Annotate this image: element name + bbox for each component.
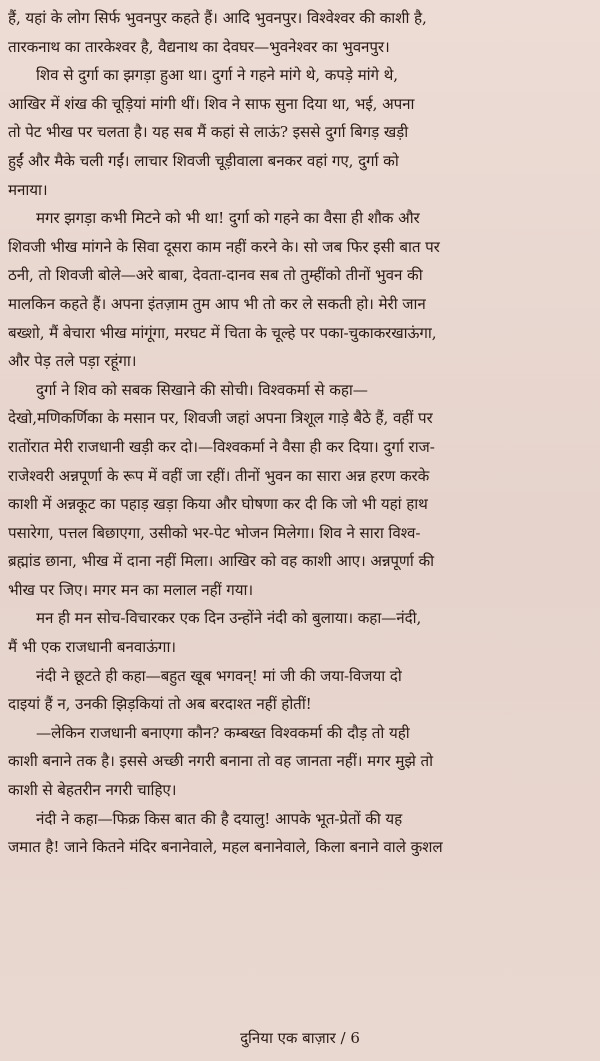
text-line: काशी बनाने तक है। इससे अच्छी नगरी बनाना तो वह जानता नहीं। मगर मुझे तो [8,752,433,771]
text-line: शिव से दुर्गा का झगड़ा हुआ था। दुर्गा ने गहने मांगे थे, कपड़े मांगे थे, [36,66,399,85]
text-line: तो पेट भीख पर चलता है। यह सब मैं कहां से लाऊं? इससे दुर्गा बिगड़ खड़ी [8,123,409,142]
paragraph [8,805,592,862]
paragraph [8,376,592,605]
text-line: नंदी ने कहा—फिक्र किस बात की है दयालु! आपके भूत-प्रेतों की यह [36,809,403,828]
text-line: —लेकिन राजधानी बनाएगा कौन? कम्बख्त विश्वकर्मा की दौड़ तो यही [36,723,410,742]
text-line: पसारेगा, पत्तल बिछाएगा, उसीको भर-पेट भोजन मिलेगा। शिव ने सारा विश्व- [8,523,421,542]
text-line: आखिर में शंख की चूड़ियां मांगी थीं। शिव ने साफ सुना दिया था, भई, अपना [8,94,415,113]
text-line: जमात है! जाने कितने मंदिर बनानेवाले, महल बनानेवाले, किला बनाने वाले कुशल [8,838,443,857]
text-line: शिवजी भीख मांगने के सिवा दूसरा काम नहीं करने के। सो जब फिर इसी बात पर [8,237,440,256]
page-footer: दुनिया एक बाज़ार / 6 [240,1029,360,1047]
text-line: मनाया। [8,180,48,199]
text-line: नंदी ने छूटते ही कहा—बहुत खूब भगवन्! मां जी की जया-विजया दो [36,666,402,685]
text-line: भीख पर जिए। मगर मन का मलाल नहीं गया। [8,580,253,599]
text-line: दुर्गा ने शिव को सबक सिखाने की सोची। विश्वकर्मा से कहा— [36,380,368,399]
text-line: ब्रह्मांड छाना, भीख में दाना नहीं मिला। आखिर को वह काशी आए। अन्नपूर्णा की [8,552,434,571]
paragraph [8,61,592,204]
paragraph [8,204,592,376]
text-line: तारकनाथ का तारकेश्वर है, वैद्यनाथ का देवघर—भुवनेश्वर का भुवनपुर। [8,37,390,56]
paragraph [8,4,592,61]
text-line: मालकिन कहते हैं। अपना इंतज़ाम तुम आप भी तो कर ले सकती हो। मेरी जान [8,294,426,313]
text-line: दाइयां हैं न, उनकी झिड़कियां तो अब बरदाश्त नहीं होतीं! [8,695,312,714]
body-text [8,4,592,862]
text-line: मगर झगड़ा कभी मिटने को भी था! दुर्गा को गहने का वैसा ही शौक और [36,209,420,228]
text-line: हुईं और मैके चली गईं। लाचार शिवजी चूड़ीवाला बनकर वहां गए, दुर्गा को [8,151,399,170]
text-line: और पेड़ तले पड़ा रहूंगा। [8,352,137,371]
text-line: राजेश्वरी अन्नपूर्णा के रूप में वहीं जा रहीं। तीनों भुवन का सारा अन्न हरण करके [8,466,430,485]
text-line: मैं भी एक राजधानी बनवाऊंगा। [8,638,176,657]
paragraph [8,662,592,719]
text-line: ठनी, तो शिवजी बोले—अरे बाबा, देवता-दानव सब तो तुम्हींको तीनों भुवन की [8,266,423,285]
text-line: हैं, यहां के लोग सिर्फ भुवनपुर कहते हैं। आदि भुवनपुर। विश्वेश्वर की काशी है, [8,9,427,27]
text-line: रातोंरात मेरी राजधानी खड़ी कर दो।—विश्वकर्मा ने वैसा ही कर दिया। दुर्गा राज- [8,437,435,456]
text-line: काशी में अन्नकूट का पहाड़ खड़ा किया और घोषणा कर दी कि जो भी यहां हाथ [8,495,428,514]
text-line: बख्शो, मैं बेचारा भीख मांगूंगा, मरघट में चिता के चूल्हे पर पका-चुकाकरखाऊंगा, [8,323,437,342]
text-line: काशी से बेहतरीन नगरी चाहिए। [8,781,177,800]
paragraph [8,719,592,805]
paragraph [8,604,592,661]
text-line: मन ही मन सोच-विचारकर एक दिन उन्होंने नंदी को बुलाया। कहा—नंदी, [36,609,422,628]
text-line: देखो,मणिकर्णिका के मसान पर, शिवजी जहां अपना त्रिशूल गाड़े बैठे हैं, वहीं पर [8,409,433,428]
